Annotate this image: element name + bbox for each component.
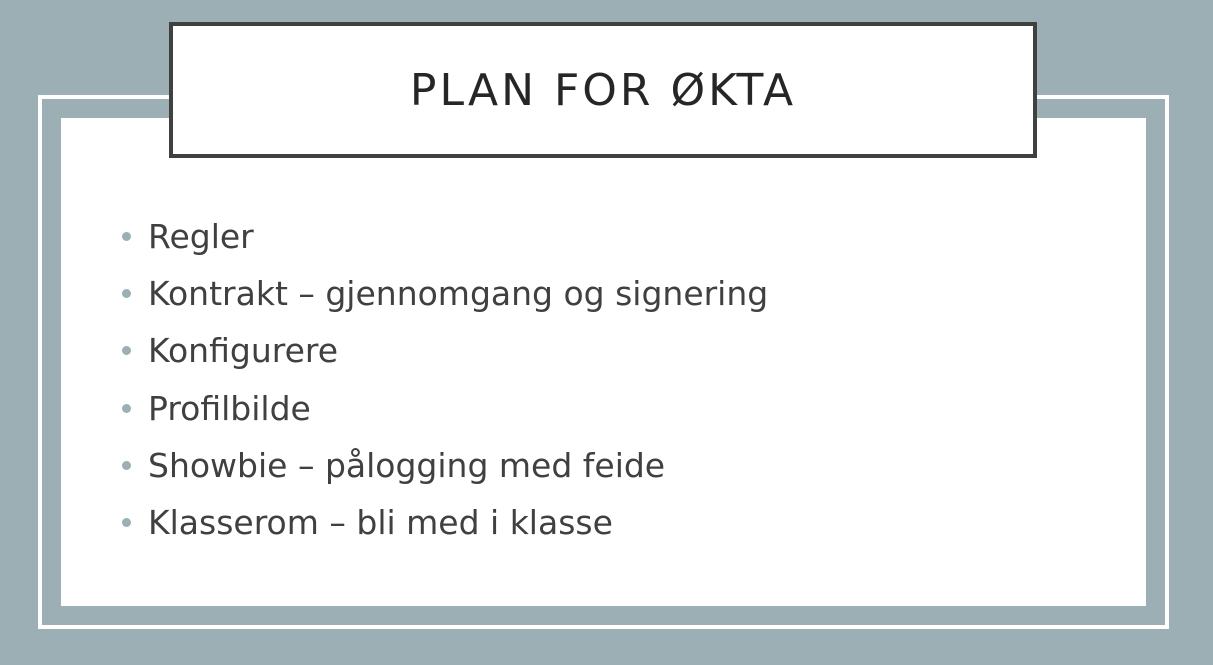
bullet-icon xyxy=(122,289,131,298)
slide-title: PLAN FOR ØKTA xyxy=(409,64,797,116)
list-item xyxy=(122,494,768,551)
list-item xyxy=(122,265,768,322)
bullet-list xyxy=(122,208,768,551)
bullet-icon xyxy=(122,518,131,527)
list-item xyxy=(122,208,768,265)
list-item-text: Showbie – pålogging med feide xyxy=(148,445,666,485)
list-item-text: Konfigurere xyxy=(148,331,339,371)
bullet-icon xyxy=(122,232,131,241)
list-item-text: Regler xyxy=(148,217,254,257)
list-item-text: Klasserom – bli med i klasse xyxy=(148,503,613,543)
bullet-icon xyxy=(122,404,131,413)
list-item-text: Kontrakt – gjennomgang og signering xyxy=(148,274,769,314)
bullet-icon xyxy=(122,346,131,355)
bullet-icon xyxy=(122,461,131,470)
list-item xyxy=(122,437,768,494)
list-item xyxy=(122,322,768,379)
list-item xyxy=(122,380,768,437)
title-box xyxy=(169,22,1037,158)
list-item-text: Profilbilde xyxy=(148,388,311,428)
